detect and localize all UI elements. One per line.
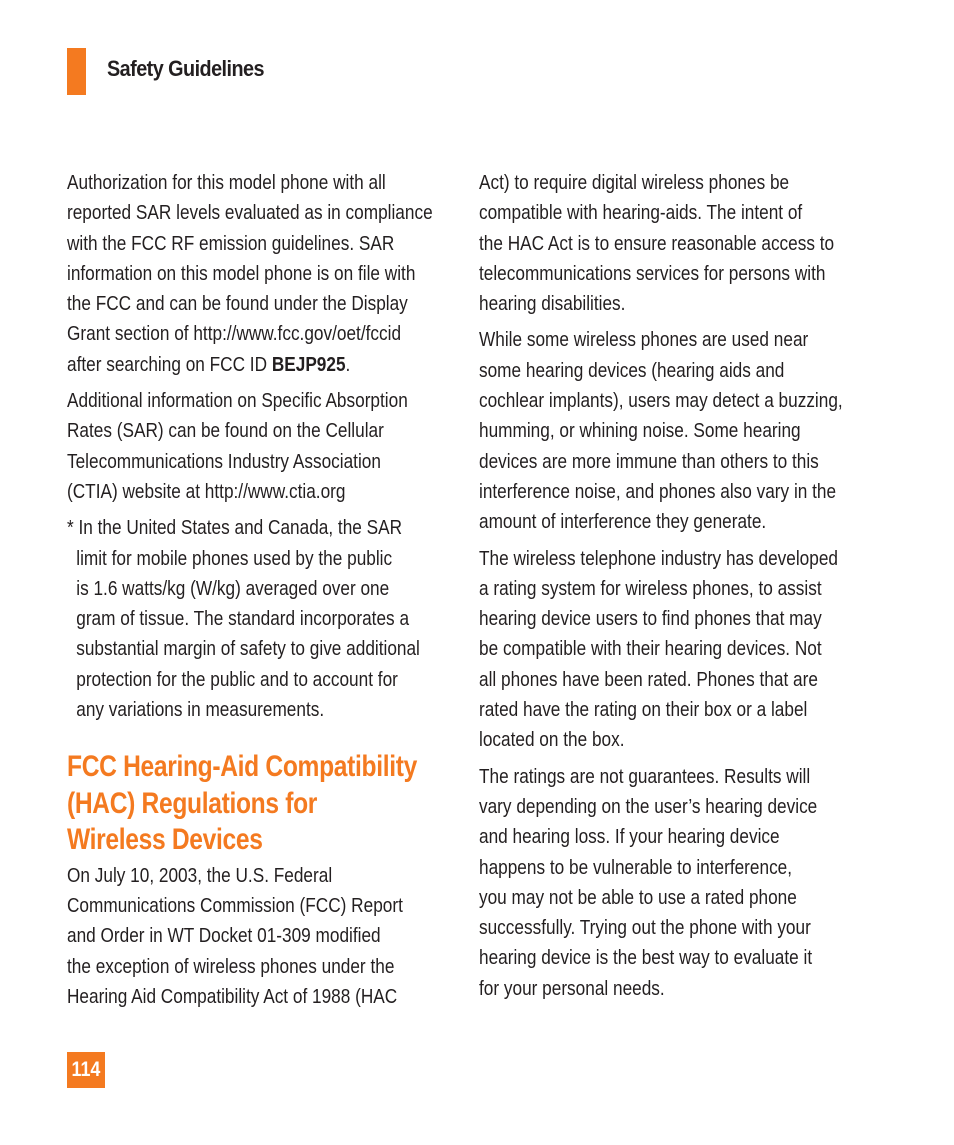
text-line: is 1.6 watts/kg (W/kg) averaged over one (76, 576, 390, 600)
text-line: Additional information on Specific Absorption (67, 389, 408, 413)
text-line: Authorization for this model phone with all (67, 171, 386, 194)
text-line: Rates (SAR) can be found on the Cellular (67, 419, 384, 443)
sar-authorization-paragraph (67, 168, 451, 380)
text-line: The wireless telephone industry has developed (479, 546, 838, 570)
text-line: devices are more immune than others to this (479, 449, 819, 473)
text-line: Telecommunications Industry Association (67, 449, 381, 473)
text-line: and Order in WT Docket 01-309 modified (67, 924, 381, 948)
text-line: cochlear implants), users may detect a buzzing, (479, 389, 843, 413)
hac-intro-paragraph (67, 861, 451, 1012)
text-line: telecommunications services for persons with (479, 261, 826, 285)
ratings-guarantee-paragraph (479, 762, 863, 1004)
sar-info-paragraph (67, 386, 451, 507)
sar-limit-note (67, 513, 451, 725)
section-title: Safety Guidelines (107, 56, 264, 81)
text-line: limit for mobile phones used by the public (76, 546, 393, 570)
text-line: hearing device users to find phones that may (479, 607, 822, 631)
text-line: protection for the public and to account for (76, 667, 398, 691)
text-line: for your personal needs. (479, 976, 665, 1000)
text-fragment: . (345, 352, 351, 376)
text-line: be compatible with their hearing devices. Not (479, 637, 822, 661)
text-line: amount of interference they generate. (479, 510, 767, 534)
text-line: Grant section of http://www.fcc.gov/oet/fccid (67, 322, 402, 346)
fcc-id: BEJP925 (271, 352, 346, 376)
text-line: located on the box. (479, 728, 625, 752)
text-line: successfully. Trying out the phone with your (479, 916, 811, 940)
text-line: any variations in measurements. (76, 698, 325, 722)
text-line: Act) to require digital wireless phones be (479, 171, 790, 194)
text-line: some hearing devices (hearing aids and (479, 358, 785, 382)
page-number: 114 (71, 1058, 101, 1081)
right-column (479, 168, 863, 1010)
text-line: the exception of wireless phones under the (67, 954, 395, 978)
text-line: information on this model phone is on file with (67, 261, 416, 285)
text-line: compatible with hearing-aids. The intent of (479, 201, 803, 225)
hac-intent-paragraph (479, 168, 863, 319)
text-line: While some wireless phones are used near (479, 328, 809, 352)
text-line: The ratings are not guarantees. Results will (479, 764, 811, 788)
text-line: hearing disabilities. (479, 292, 626, 316)
text-line: vary depending on the user’s hearing device (479, 794, 818, 818)
interference-paragraph (479, 325, 863, 537)
section-marker-bar (67, 48, 86, 95)
text-line: interference noise, and phones also vary in the (479, 479, 837, 503)
text-line: you may not be able to use a rated phone (479, 885, 797, 909)
text-line: substantial margin of safety to give additional (76, 637, 420, 661)
text-line: with the FCC RF emission guidelines. SAR (67, 231, 395, 255)
left-column (67, 168, 451, 1018)
text-line: reported SAR levels evaluated as in compliance (67, 201, 433, 225)
heading-line: Wireless Devices (67, 823, 263, 857)
text-fragment: after searching on FCC ID (67, 352, 272, 376)
text-line: humming, or whining noise. Some hearing (479, 419, 801, 443)
heading-line: FCC Hearing-Aid Compatibility (67, 750, 417, 784)
text-line: the HAC Act is to ensure reasonable access to (479, 231, 835, 255)
text-line: (CTIA) website at http://www.ctia.org (67, 479, 346, 503)
hac-section-heading (67, 749, 451, 859)
heading-line: (HAC) Regulations for (67, 786, 318, 820)
text-line: Hearing Aid Compatibility Act of 1988 (HAC (67, 985, 398, 1009)
text-line: the FCC and can be found under the Display (67, 292, 408, 316)
text-line: On July 10, 2003, the U.S. Federal (67, 863, 333, 887)
text-line: Communications Commission (FCC) Report (67, 894, 403, 918)
text-line: a rating system for wireless phones, to assist (479, 576, 822, 600)
page-number-badge (67, 1052, 105, 1088)
text-line: hearing device is the best way to evaluate it (479, 946, 813, 970)
text-line: * In the United States and Canada, the SAR (67, 516, 403, 540)
text-line: all phones have been rated. Phones that are (479, 667, 818, 691)
rating-system-paragraph (479, 544, 863, 756)
text-line: happens to be vulnerable to interference, (479, 855, 793, 879)
text-line (67, 350, 390, 380)
text-line: and hearing loss. If your hearing device (479, 825, 780, 849)
text-line: gram of tissue. The standard incorporates a (76, 607, 410, 631)
text-line: rated have the rating on their box or a label (479, 698, 808, 722)
